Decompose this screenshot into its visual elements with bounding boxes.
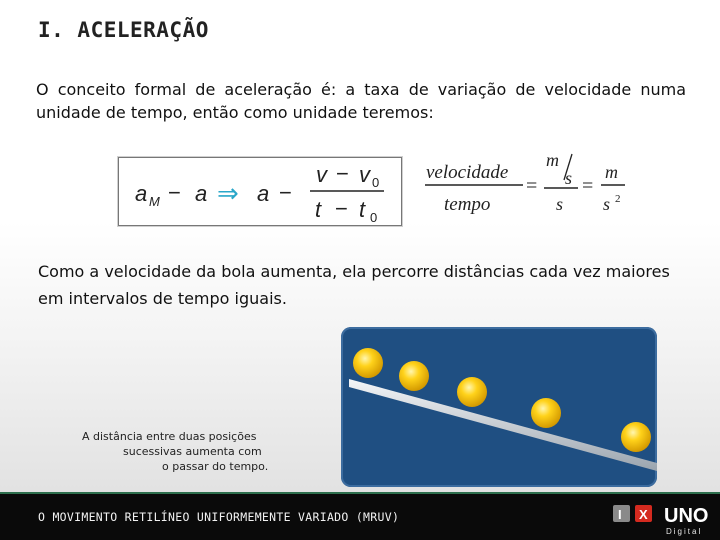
unit-m-top: m — [546, 150, 559, 170]
illustration-caption — [70, 429, 280, 474]
ramp — [349, 379, 657, 471]
ball-paragraph: Como a velocidade da bola aumenta, ela percorre distâncias cada vez maiores em intervalos de tempo iguais. — [38, 262, 670, 308]
slide-title: I. ACELERAÇÃO — [38, 18, 209, 42]
ball-1 — [353, 348, 383, 378]
badge-x: X — [639, 507, 648, 522]
uno-logo-svg — [612, 500, 716, 536]
unit-velocidade: velocidade — [426, 162, 509, 183]
unit-s-bottom: s — [556, 194, 564, 214]
unit-equals-1: = — [526, 175, 538, 197]
unit-s-top: s — [565, 168, 573, 188]
footer-bar — [0, 492, 720, 540]
uno-logo — [612, 500, 716, 536]
footer-title: O MOVIMENTO RETILÍNEO UNIFORMEMENTE VARIADO (MRUV) — [38, 510, 400, 524]
ball-4 — [531, 398, 561, 428]
formula-t0: t — [359, 197, 366, 222]
unit-equals-2: = — [582, 175, 594, 197]
caption-line-2: sucessivas aumenta com — [123, 445, 262, 458]
unit-s2: s — [603, 194, 611, 214]
unit-derivation — [422, 146, 628, 220]
caption-line-3: o passar do tempo. — [162, 460, 269, 473]
formula-v0: v — [359, 162, 370, 187]
formula-v0-sub: 0 — [372, 175, 380, 190]
ball-5 — [621, 422, 651, 452]
formula-a-2: a — [257, 181, 270, 206]
acceleration-formula-svg — [119, 158, 401, 225]
formula-a: a — [195, 181, 208, 206]
implies-arrow: ⇒ — [217, 178, 239, 208]
formula-v: v — [316, 162, 327, 187]
formula-minus-top: − — [336, 161, 349, 186]
formula-equals-1: − — [168, 180, 181, 205]
formula-minus-bottom: − — [335, 196, 348, 221]
badge-i: I — [618, 507, 622, 522]
logo-digital: Digital — [666, 527, 703, 536]
intro-paragraph: O conceito formal de aceleração é: a taxa de variação de velocidade numa unidade de tempo, então como unidade teremos: — [36, 80, 686, 122]
formula-equals-2: − — [279, 180, 292, 205]
unit-s2-exponent: 2 — [615, 193, 621, 205]
formula-a-m: a — [135, 181, 148, 206]
unit-m-result: m — [605, 162, 618, 182]
unit-tempo: tempo — [444, 194, 491, 215]
rolling-ball-illustration — [341, 327, 657, 487]
formula-subscript-m: M — [149, 194, 160, 209]
acceleration-formula — [118, 157, 402, 226]
ramp-svg — [341, 327, 657, 487]
caption-line-1: A distância entre duas posições — [82, 430, 257, 443]
formula-t: t — [315, 197, 322, 222]
formula-t0-sub: 0 — [370, 210, 378, 225]
unit-derivation-svg — [422, 146, 628, 220]
logo-uno: UNO — [664, 505, 709, 527]
ball-3 — [457, 377, 487, 407]
ball-2 — [399, 361, 429, 391]
